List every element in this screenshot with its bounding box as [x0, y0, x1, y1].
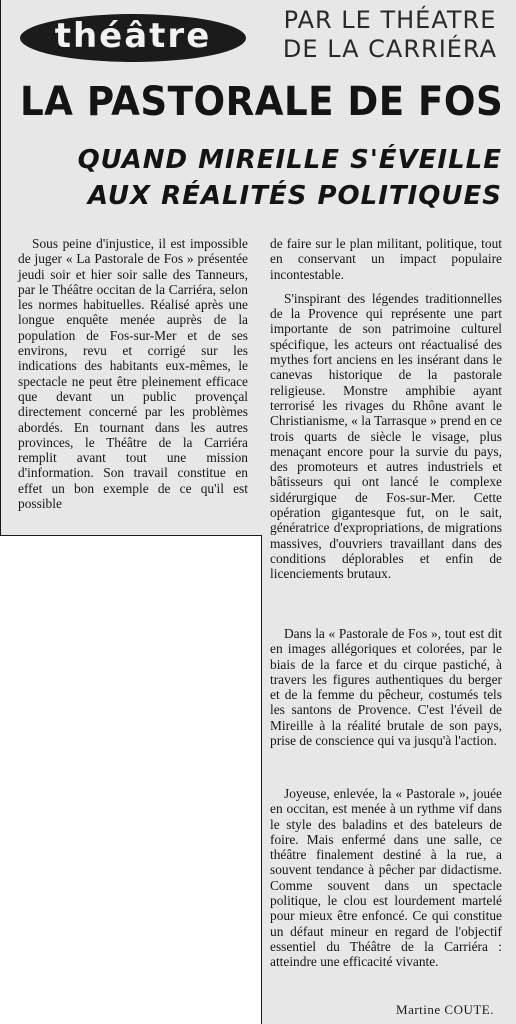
- article-column-right-middle: [270, 626, 502, 757]
- clipping-edge-step: [261, 535, 262, 1024]
- headline: LA PASTORALE DE FOS: [20, 79, 504, 125]
- paragraph-review: Joyeuse, enlevée, la « Pastorale », jouée en occitan, est menée à un rythme vif dans le style des baladins et des bateleurs de foire. Mais enfermé dans une salle, ce théâtre finalement destiné à la rue, a souvent tendance à pêcher par didactisme. Comme souvent dans un spectacle politique, le clou est lourdement martelé pour mieux être enfoncé. Ce qui constitue un défaut mineur en regard de l'objectif essentiel du Théâtre de la Carriéra : atteindre une efficacité vivante.: [270, 786, 502, 970]
- kicker-line-2: DE LA CARRIÉRA: [282, 35, 498, 63]
- section-badge: [20, 14, 246, 62]
- kicker: [270, 6, 510, 64]
- article-column-right-bottom: [270, 786, 502, 979]
- paragraph-pastorale: Dans la « Pastorale de Fos », tout est dit en images allégoriques et colorées, par le biais de la farce et du cirque pastiché, à travers les figures authentiques du berger et de la femme du pêcheur, costumés tels les santons de Provence. C'est l'éveil de Mireille à la réalité brutale de son pays, prise de conscience qui va jusqu'à l'action.: [270, 626, 502, 749]
- article-column-left: [18, 236, 248, 520]
- article-column-right-top: [270, 236, 502, 591]
- paragraph-legends: S'inspirant des légendes traditionnelles de la Provence qui représente une part importante de son patrimoine culturel spécifique, les acteurs ont réactualisé des mythes fort anciens en les insérant dans le canevas historique de la pastorale religieuse. Monstre amphibie ayant terrorisé les rivages du Rhône avant le Christianisme, « la Tarrasque » prend en ce trois quarts de siècle le visage, plus menaçant encore pour la survie du pays, des promoteurs et autres industriels et bâtisseurs qui ont lancé le complexe sidérurgique de Fos-sur-Mer. Cette opération gigantesque fut, on le sait, génératrice d'expropriations, de migrations massives, d'ouvriers travaillant dans des conditions déplorables et enfin de licenciements brutaux.: [270, 290, 502, 582]
- clipping-edge-left: [0, 0, 1, 536]
- author-signature: Martine COUTE.: [396, 1002, 494, 1017]
- subhead-line-2: AUX RÉALITÉS POLITIQUES: [87, 181, 502, 211]
- subhead-line-1: QUAND MIREILLE S'ÉVEILLE: [77, 145, 502, 175]
- subheadline: [72, 142, 502, 214]
- section-badge-label: théâtre: [54, 16, 212, 56]
- paragraph-intro: Sous peine d'injustice, il est impossible de juger « La Pastorale de Fos » présentée jeudi soir et hier soir salle des Tanneurs, par le Théâtre occitan de la Carriéra, selon les normes habituelles. Réalisé après une longue enquête menée auprès de la population de Fos-sur-Mer et de ses environs, revu et corrigé sur les indications des habitants eux-mêmes, le spectacle ne peut être pleinement efficace que devant un public provençal directement concerné par les problèmes abordés. En tournant dans les autres provinces, le Théâtre de la Carriéra remplit avant tout une mission d'information. Son travail constitue en effet un bon exemple de ce qu'il est possible: [18, 236, 248, 512]
- paragraph-continuation: de faire sur le plan militant, politique, tout en conservant un impact populaire incontestable.: [270, 236, 502, 282]
- clipping-edge-bottom-left: [0, 535, 262, 536]
- kicker-line-1: PAR LE THÉATRE: [283, 6, 497, 34]
